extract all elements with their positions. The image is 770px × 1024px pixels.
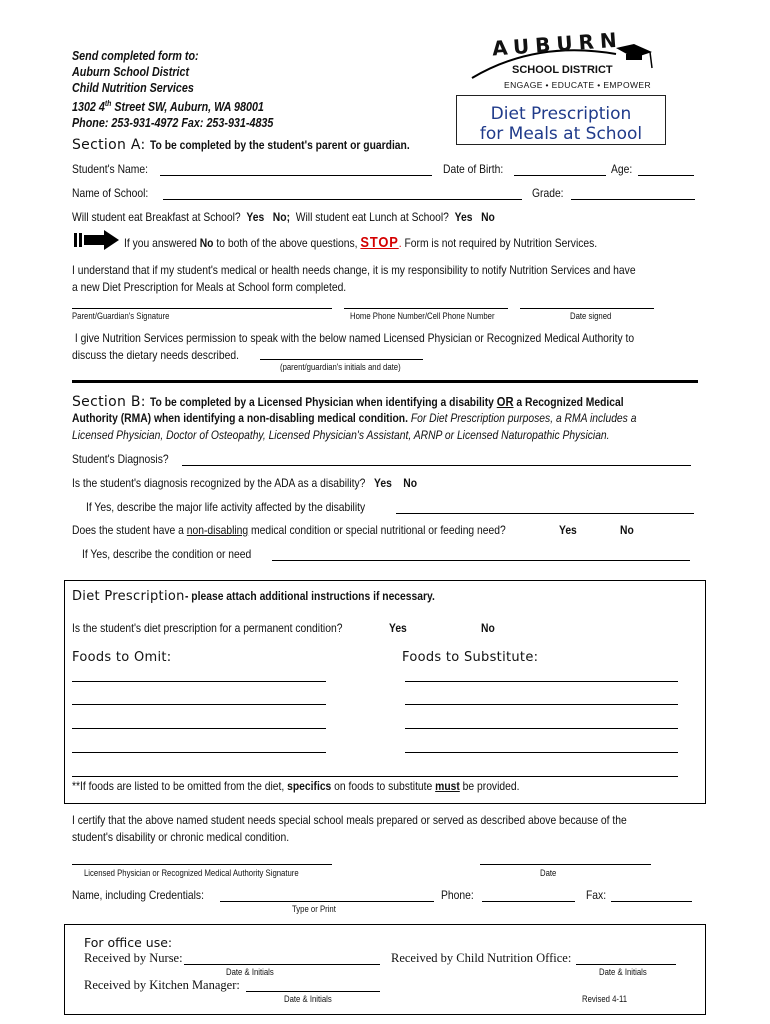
omit-field-1[interactable] [72, 681, 326, 682]
revised-label: Revised 4-11 [582, 994, 628, 1004]
cno-label: Received by Child Nutrition Office: [391, 951, 572, 965]
home-phone-label: Home Phone Number/Cell Phone Number [350, 311, 495, 321]
stop-text: STOP [360, 234, 399, 251]
ada-question: Is the student's diagnosis recognized by the ADA as a disability? Yes No [72, 476, 418, 490]
permanent-yes[interactable]: Yes [389, 621, 407, 635]
permission-statement: I give Nutrition Services permission to speak with the below named Licensed Physician or Recognized Medical Authority to discuss the dietary needs described. [72, 331, 635, 362]
grade-field[interactable] [571, 199, 695, 200]
nondisabling-question: Does the student have a non-disabling medical condition or special nutritional or feeding need? [72, 523, 506, 537]
lunch-yes[interactable]: Yes [454, 210, 473, 224]
logo-name: AUBURN [491, 27, 624, 61]
phone-label: Phone: [441, 888, 474, 902]
section-b-header: Section B: To be completed by a Licensed Physician when identifying a disability OR a Recognized Medical [72, 394, 624, 410]
omit-field-2[interactable] [72, 704, 326, 705]
life-activity-label: If Yes, describe the major life activity affected by the disability [86, 500, 366, 514]
cno-field[interactable] [576, 964, 676, 965]
ada-no[interactable]: No [403, 476, 418, 490]
substitute-field-3[interactable] [405, 728, 678, 729]
office-use-title: For office use: [84, 935, 173, 950]
stop-instruction: If you answered No to both of the above questions, STOP. Form is not required by Nutrition Services. [124, 234, 598, 251]
foods-field-5[interactable] [72, 776, 678, 777]
parent-initials-field[interactable] [260, 359, 423, 360]
school-name-label: Name of School: [72, 186, 149, 200]
dob-label: Date of Birth: [443, 162, 504, 176]
foods-omit-heading: Foods to Omit: [72, 650, 172, 665]
breakfast-yes[interactable]: Yes [246, 210, 265, 224]
section-a-header: Section A: To be completed by the student's parent or guardian. [72, 137, 410, 153]
substitute-field-1[interactable] [405, 681, 678, 682]
parent-initials-label: (parent/guardian's initials and date) [280, 362, 401, 372]
date-signed-label: Date signed [570, 311, 612, 321]
section-b-desc2: Authority (RMA) when identifying a non-disabling medical condition. For Diet Prescription purposes, a RMA includes a [72, 411, 637, 425]
substitute-field-2[interactable] [405, 704, 678, 705]
diet-box-title: Diet Prescription- please attach additional instructions if necessary. [72, 589, 435, 604]
permanent-question: Is the student's diet prescription for a permanent condition? [72, 621, 343, 635]
grade-label: Grade: [532, 186, 564, 200]
form-title-line1: Diet Prescription [490, 104, 632, 124]
form-title-line2: for Meals at School [479, 124, 643, 144]
diet-prescription-box [64, 580, 706, 804]
physician-date-label: Date [540, 868, 557, 878]
nurse-field[interactable] [184, 964, 380, 965]
specifics-note: **If foods are listed to be omitted from the diet, specifics on foods to substitute must be provided. [72, 779, 520, 793]
mailing-address: Send completed form to: Auburn School District Child Nutrition Services 1302 4th Street SW, Auburn, WA 98001 Phone: 253-931-4972 Fax: 253-931-4835 [72, 49, 274, 131]
home-phone-field[interactable] [344, 308, 508, 309]
logo-tagline: ENGAGE • EDUCATE • EMPOWER [504, 80, 652, 90]
diagnosis-label: Student's Diagnosis? [72, 452, 169, 466]
condition-field[interactable] [272, 560, 690, 561]
district-logo [466, 22, 666, 94]
arrow-right-icon [74, 229, 120, 256]
credentials-label: Name, including Credentials: [72, 888, 204, 902]
credentials-field[interactable] [220, 901, 434, 902]
parent-signature-field[interactable] [72, 308, 332, 309]
student-name-label: Student's Name: [72, 162, 148, 176]
omit-field-4[interactable] [72, 752, 326, 753]
nurse-date-label: Date & Initials [226, 967, 274, 977]
foods-substitute-heading: Foods to Substitute: [402, 650, 539, 665]
date-signed-field[interactable] [520, 308, 654, 309]
responsibility-statement: I understand that if my student's medical or health needs change, it is my responsibility to notify Nutrition Services and have a new Diet Prescription for Meals at School form completed. [72, 263, 636, 294]
dob-field[interactable] [514, 175, 606, 176]
type-or-print-label: Type or Print [292, 904, 336, 914]
parent-signature-label: Parent/Guardian's Signature [72, 311, 170, 321]
age-field[interactable] [638, 175, 694, 176]
kitchen-date-label: Date & Initials [284, 994, 332, 1004]
life-activity-field[interactable] [396, 513, 694, 514]
fax-field[interactable] [611, 901, 692, 902]
nondisabling-yes[interactable]: Yes [559, 523, 577, 537]
nondisabling-no[interactable]: No [620, 523, 634, 537]
fax-label: Fax: [586, 888, 607, 902]
breakfast-no[interactable]: No; [272, 210, 291, 224]
diagnosis-field[interactable] [182, 465, 691, 466]
student-name-field[interactable] [160, 175, 432, 176]
form-title-box [456, 95, 666, 145]
phone-field[interactable] [482, 901, 575, 902]
age-label: Age: [611, 162, 633, 176]
section-b-desc3: Licensed Physician, Doctor of Osteopathy, Licensed Physician's Assistant, ARNP or Licensed Naturopathic Physician. [72, 428, 610, 442]
school-name-field[interactable] [163, 199, 522, 200]
physician-signature-label: Licensed Physician or Recognized Medical Authority Signature [84, 868, 299, 878]
physician-signature-field[interactable] [72, 864, 332, 865]
lunch-no[interactable]: No [481, 210, 495, 224]
ada-yes[interactable]: Yes [374, 476, 392, 490]
physician-date-field[interactable] [480, 864, 651, 865]
nurse-label: Received by Nurse: [84, 951, 183, 965]
logo-sub: SCHOOL DISTRICT [512, 64, 613, 76]
kitchen-label: Received by Kitchen Manager: [84, 978, 240, 992]
kitchen-field[interactable] [246, 991, 380, 992]
omit-field-3[interactable] [72, 728, 326, 729]
substitute-field-4[interactable] [405, 752, 678, 753]
certification-statement: I certify that the above named student needs special school meals prepared or served as described above because of the student's disability or chronic medical condition. [72, 813, 627, 844]
condition-label: If Yes, describe the condition or need [82, 547, 252, 561]
permanent-no[interactable]: No [481, 621, 495, 635]
cno-date-label: Date & Initials [599, 967, 647, 977]
section-divider [72, 380, 698, 383]
meals-question: Will student eat Breakfast at School? Yes No; Will student eat Lunch at School? Yes No [72, 210, 495, 224]
